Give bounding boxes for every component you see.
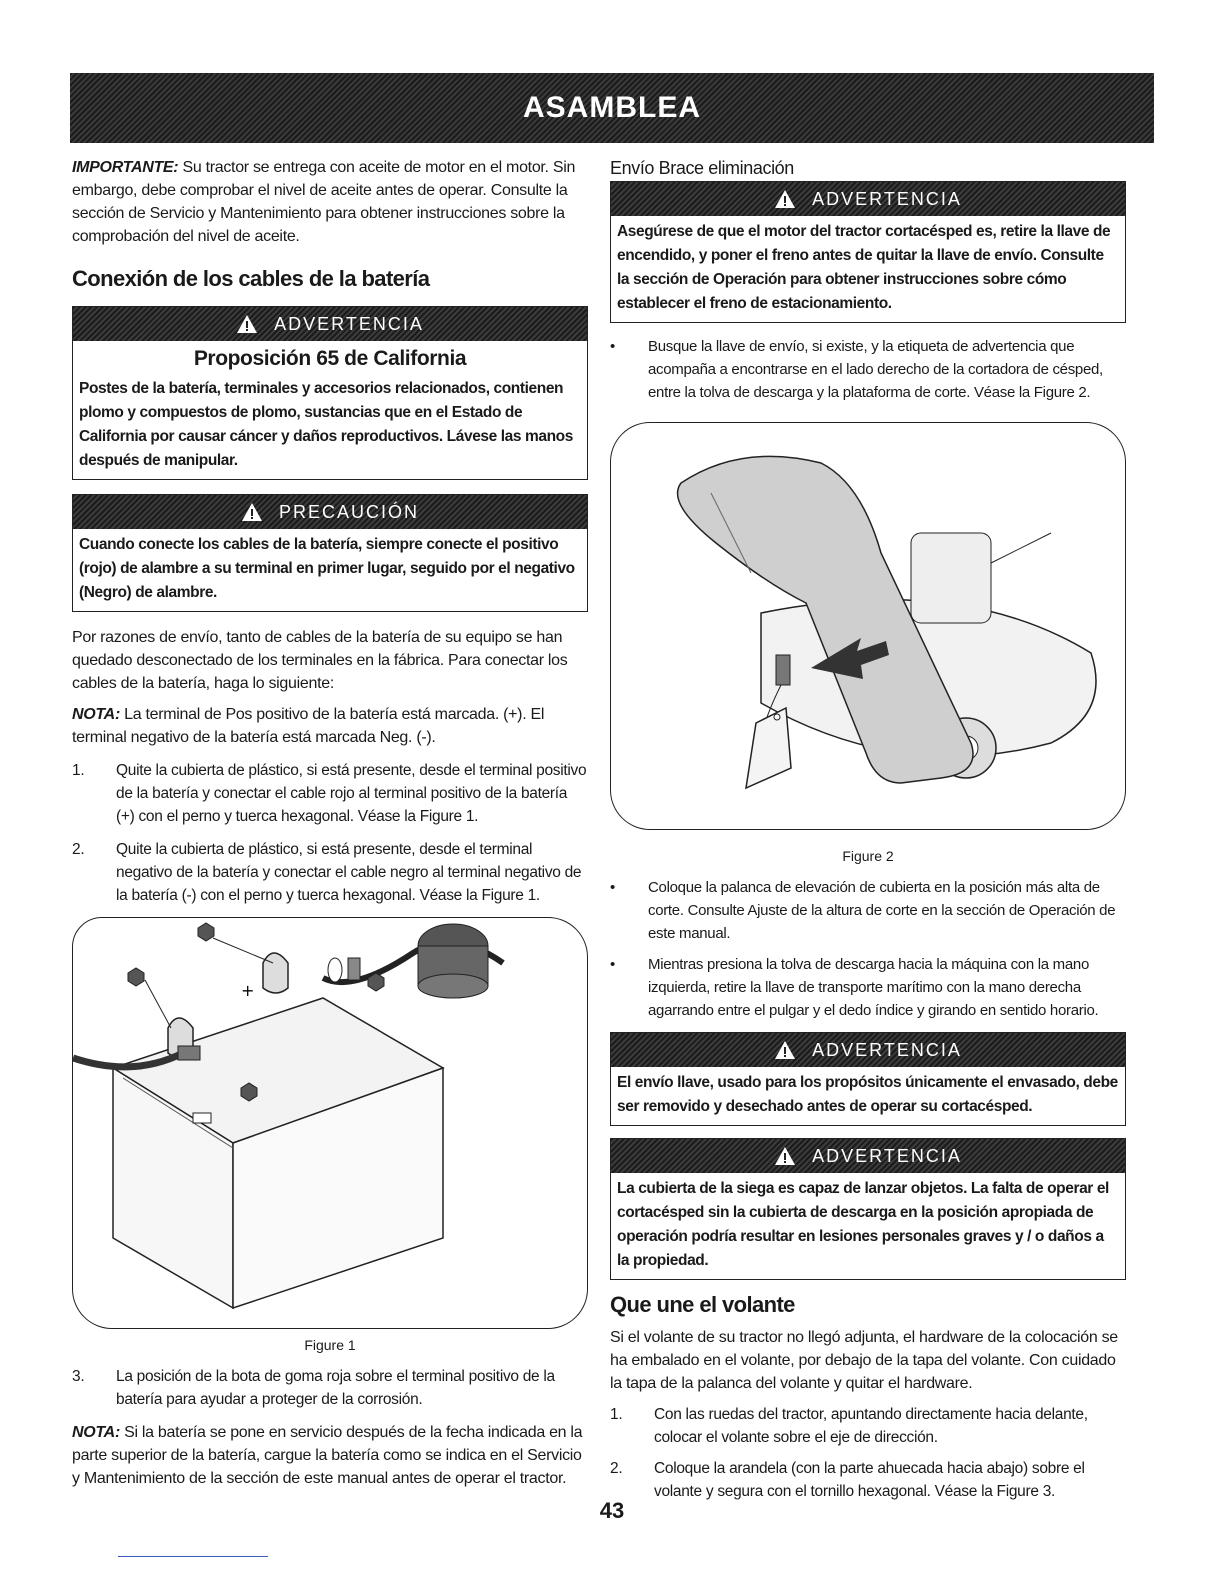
list-number: 2. xyxy=(72,841,85,858)
list-text: Quite la cubierta de plástico, si está presente, desde el terminal negativo de la batería y conectar el cable negro al terminal negativo de la batería (-) con el perno y tuerca hexagonal. Véase la Figure 1. xyxy=(116,841,582,904)
steering-wheel-heading: Que une el volante xyxy=(610,1292,795,1317)
list-number: 1. xyxy=(72,762,85,779)
caution-box xyxy=(72,494,588,612)
figure-2-caption: Figure 2 xyxy=(842,848,894,864)
list-number: 2. xyxy=(610,1460,623,1477)
deck-warning-text: La cubierta de la siega es capaz de lanzar objetos. La falta de operar el cortacésped sin la cubierta de descarga en la posición apropiada de operación podría resultar en lesiones personales graves y / o daños a la propiedad. xyxy=(617,1180,1109,1269)
list-text: Quite la cubierta de plástico, si está presente, desde el terminal positivo de la batería y conectar el cable rojo al terminal positivo de la batería (+) con el perno y tuerca hexagonal. Véase la Figure 1. xyxy=(116,762,587,825)
bullet-item xyxy=(610,335,1126,404)
intro-text: Su tractor se entrega con aceite de motor en el motor. Sin embargo, debe comprobar el nivel de aceite antes de operar. Consulte la sección de Servicio y Mantenimiento para obtener instrucciones sobre la comprobación del nivel de aceite. xyxy=(72,159,576,245)
list-number: 1. xyxy=(610,1406,623,1423)
bullet-mark: • xyxy=(610,879,615,896)
steps-list xyxy=(72,759,588,907)
right-column xyxy=(610,152,1126,1503)
caution-text: Cuando conecte los cables de la batería, siempre conecte el positivo (rojo) de alambre a su terminal en primer lugar, seguido por el negativo (Negro) de alambre. xyxy=(79,536,575,601)
page-number: 43 xyxy=(599,1498,625,1523)
figure-2-frame xyxy=(610,422,1126,830)
warning-triangle-icon xyxy=(241,502,263,522)
shipping-key-warning-box xyxy=(610,1032,1126,1126)
list-text: Coloque la arandela (con la parte ahuecada hacia abajo) sobre el volante y segura con el tornillo hexagonal. Véase la Figure 3. xyxy=(654,1460,1085,1500)
important-label: IMPORTANTE: xyxy=(72,159,179,176)
brake-warning-box xyxy=(610,181,1126,323)
section-title: ASAMBLEA xyxy=(523,91,701,124)
note-label: NOTA: xyxy=(72,706,120,723)
left-column xyxy=(72,152,588,1490)
warning-bar xyxy=(611,182,1125,216)
steering-wheel-paragraph: Si el volante de su tractor no llegó adjunta, el hardware de la colocación se ha embalado en el volante, por debajo de la tapa del volante. Con cuidado la tapa de la palanca del volante y quitar el hardware. xyxy=(610,1329,1118,1392)
warning-label: ADVERTENCIA xyxy=(812,188,962,209)
warning-triangle-icon xyxy=(774,1146,796,1166)
warning-label: ADVERTENCIA xyxy=(812,1039,962,1060)
warning-triangle-icon xyxy=(236,314,258,334)
intro-paragraph xyxy=(72,156,588,248)
list-item xyxy=(72,759,588,828)
battery-cables-heading: Conexión de los cables de la batería xyxy=(72,266,430,291)
warning-triangle-icon xyxy=(774,189,796,209)
bullet-text: Busque la llave de envío, si existe, y la etiqueta de advertencia que acompaña a encontrarse en el lado derecho de la cortadora de césped, entre la tolva de descarga y la plataforma de corte. Véase la Figure 2. xyxy=(648,338,1103,401)
figure-1-frame xyxy=(72,917,588,1329)
prop65-text: Postes de la batería, terminales y accesorios relacionados, contienen plomo y compuestos de plomo, sustancias que en el Estado de California por causar cáncer y daños reproductivos. Lávese las manos después de manipular. xyxy=(79,380,573,469)
section-header-band xyxy=(70,73,1154,143)
bullet-text: Coloque la palanca de elevación de cubierta en la posición más alta de corte. Consulte Ajuste de la altura de corte en la sección de Operación de este manual. xyxy=(648,879,1116,942)
svg-text:+: + xyxy=(241,981,255,1000)
list-item xyxy=(610,1403,1126,1449)
list-number: 3. xyxy=(72,1368,85,1385)
bullet-mark: • xyxy=(610,956,615,973)
figure-1-caption: Figure 1 xyxy=(304,1337,356,1353)
bullet-mark: • xyxy=(610,338,615,355)
mower-chute-illustration xyxy=(611,423,1125,829)
bullet-text: Mientras presiona la tolva de descarga hacia la máquina con la mano izquierda, retire la llave de transporte marítimo con la mano derecha agarrando entre el pulgar y el dedo índice y girando en sentido horario. xyxy=(648,956,1099,1019)
footer-divider xyxy=(118,1556,268,1557)
note-text: La terminal de Pos positivo de la batería está marcada. (+). El terminal negativo de la batería está marcada Neg. (-). xyxy=(72,706,545,746)
note-paragraph-2 xyxy=(72,1421,588,1490)
note-text: Si la batería se pone en servicio después de la fecha indicada en la parte superior de la batería, cargue la batería como se indica en el Servicio y Mantenimiento de la sección de este manual antes de operar el tractor. xyxy=(72,1424,583,1487)
shipping-paragraph: Por razones de envío, tanto de cables de la batería de su equipo se han quedado desconectado de los terminales en la fábrica. Para conectar los cables de la batería, haga lo siguiente: xyxy=(72,629,568,692)
list-text: Con las ruedas del tractor, apuntando directamente hacia delante, colocar el volante sobre el eje de dirección. xyxy=(654,1406,1088,1446)
prop65-warning-box xyxy=(72,306,588,480)
warning-bar xyxy=(73,307,587,341)
brake-warning-text: Asegúrese de que el motor del tractor cortacésped es, retire la llave de encendido, y poner el freno antes de quitar la llave de envío. Consulte la sección de Operación para obtener instrucciones sobre cómo establecer el freno de estacionamiento. xyxy=(617,223,1111,312)
shipping-key-warning-text: El envío llave, usado para los propósitos únicamente el envasado, debe ser removido y desechado antes de operar su cortacésped. xyxy=(617,1074,1118,1115)
warning-bar xyxy=(611,1139,1125,1173)
warning-label: ADVERTENCIA xyxy=(274,313,424,334)
note-paragraph-1 xyxy=(72,703,588,749)
bullet-item xyxy=(610,953,1126,1022)
list-text: La posición de la bota de goma roja sobre el terminal positivo de la batería para ayudar a proteger de la corrosión. xyxy=(116,1368,555,1408)
bullet-item xyxy=(610,876,1126,945)
warning-bar xyxy=(611,1033,1125,1067)
battery-illustration xyxy=(73,918,588,1328)
list-item xyxy=(72,1365,588,1411)
prop65-title: Proposición 65 de California xyxy=(193,347,467,370)
warning-label: ADVERTENCIA xyxy=(812,1145,962,1166)
warning-triangle-icon xyxy=(774,1040,796,1060)
caution-label: PRECAUCIÓN xyxy=(278,501,419,522)
deck-warning-box xyxy=(610,1138,1126,1280)
list-item xyxy=(72,838,588,907)
caution-bar xyxy=(73,495,587,529)
note-label: NOTA: xyxy=(72,1424,120,1441)
shipping-brace-heading: Envío Brace eliminación xyxy=(610,158,794,178)
list-item xyxy=(610,1457,1126,1503)
